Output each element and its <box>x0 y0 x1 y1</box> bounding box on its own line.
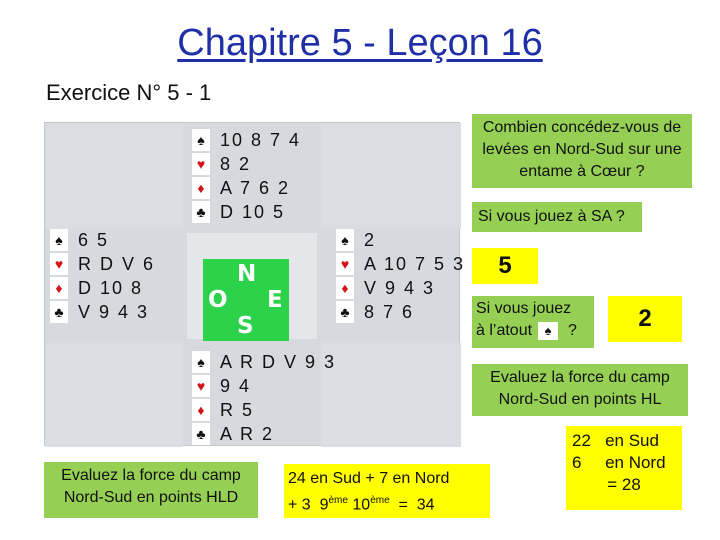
board-cell-top-left <box>45 123 183 229</box>
spade-icon: ♠ <box>192 351 210 373</box>
north-clubs: D 10 5 <box>220 202 286 222</box>
hl-question-text: Evaluez la force du camp Nord-Sud en points HL <box>490 369 670 408</box>
page-title: Chapitre 5 - Leçon 16 <box>177 22 543 64</box>
diamond-icon: ♦ <box>50 277 68 299</box>
north-spades: 10 8 7 4 <box>220 130 302 150</box>
west-diamonds: D 10 8 <box>78 278 144 298</box>
south-clubs: A R 2 <box>220 424 275 444</box>
hld-answer-line2 <box>288 490 486 516</box>
spade-icon: ♠ <box>50 229 68 251</box>
west-spades: 6 5 <box>78 230 110 250</box>
question-box <box>472 114 692 188</box>
east-hand <box>336 228 465 324</box>
sa-question-box <box>472 202 642 232</box>
question-text: Combien concédez-vous de levées en Nord-Sud sur une entame à Cœur ? <box>482 119 682 180</box>
hld-answer-part3: 10 <box>347 496 371 514</box>
hld-question-box <box>44 462 258 518</box>
south-spades: A R D V 9 3 <box>220 352 337 372</box>
diamond-icon: ♦ <box>192 399 210 421</box>
atout-answer: 2 <box>638 305 652 332</box>
compass-south: S <box>237 313 254 339</box>
hl-question-box <box>472 364 688 416</box>
heart-icon: ♥ <box>192 375 210 397</box>
hld-answer-box <box>284 464 490 518</box>
diamond-icon: ♦ <box>192 177 210 199</box>
atout-question-end: ? <box>568 322 577 339</box>
west-clubs: V 9 4 3 <box>78 302 150 322</box>
heart-icon: ♥ <box>336 253 354 275</box>
atout-question-box <box>472 296 594 348</box>
hld-answer-part4: = 34 <box>389 496 435 514</box>
north-hand <box>192 128 301 224</box>
board-cell-top-right <box>321 123 461 229</box>
hld-answer-sup1: ème <box>328 495 348 506</box>
east-spades: 2 <box>364 230 377 250</box>
heart-icon: ♥ <box>50 253 68 275</box>
board-cell-bottom-right <box>321 343 461 447</box>
compass-east: E <box>267 287 283 313</box>
club-icon: ♣ <box>192 423 210 445</box>
spade-icon: ♠ <box>538 322 558 340</box>
hld-answer-line1: 24 en Sud + 7 en Nord <box>288 470 450 487</box>
atout-question-line1: Si vous jouez <box>476 300 572 317</box>
hl-answer-line3: = 28 <box>607 475 641 494</box>
spade-icon: ♠ <box>336 229 354 251</box>
east-hearts: A 10 7 5 3 <box>364 254 466 274</box>
compass-card <box>203 259 289 341</box>
hld-answer-part2: + 3 9 <box>288 496 329 514</box>
hl-answer-line1: 22 en Sud <box>572 431 659 450</box>
sa-answer-box <box>472 248 538 284</box>
north-diamonds: A 7 6 2 <box>220 178 291 198</box>
compass-north: N <box>237 261 257 287</box>
hld-question-text: Evaluez la force du camp Nord-Sud en points HLD <box>61 467 241 506</box>
south-hearts: 9 4 <box>220 376 252 396</box>
north-hearts: 8 2 <box>220 154 252 174</box>
south-hand <box>192 350 336 446</box>
board-cell-bottom-left <box>45 343 183 447</box>
sa-question-text: Si vous jouez à SA ? <box>478 208 625 225</box>
club-icon: ♣ <box>192 201 210 223</box>
sa-answer: 5 <box>498 252 512 279</box>
east-diamonds: V 9 4 3 <box>364 278 436 298</box>
hl-answer-line2: 6 en Nord <box>572 453 666 472</box>
atout-question-line2: à l’atout <box>476 322 533 339</box>
hld-answer-sup2: ème <box>370 495 390 506</box>
south-diamonds: R 5 <box>220 400 255 420</box>
heart-icon: ♥ <box>192 153 210 175</box>
spade-icon: ♠ <box>192 129 210 151</box>
club-icon: ♣ <box>336 301 354 323</box>
west-hearts: R D V 6 <box>78 254 156 274</box>
east-clubs: 8 7 6 <box>364 302 415 322</box>
atout-answer-box <box>608 296 682 342</box>
hl-answer-box <box>566 426 682 510</box>
diamond-icon: ♦ <box>336 277 354 299</box>
exercise-number: Exercice N° 5 - 1 <box>46 80 212 105</box>
compass-west: O <box>208 287 228 313</box>
club-icon: ♣ <box>50 301 68 323</box>
west-hand <box>50 228 155 324</box>
